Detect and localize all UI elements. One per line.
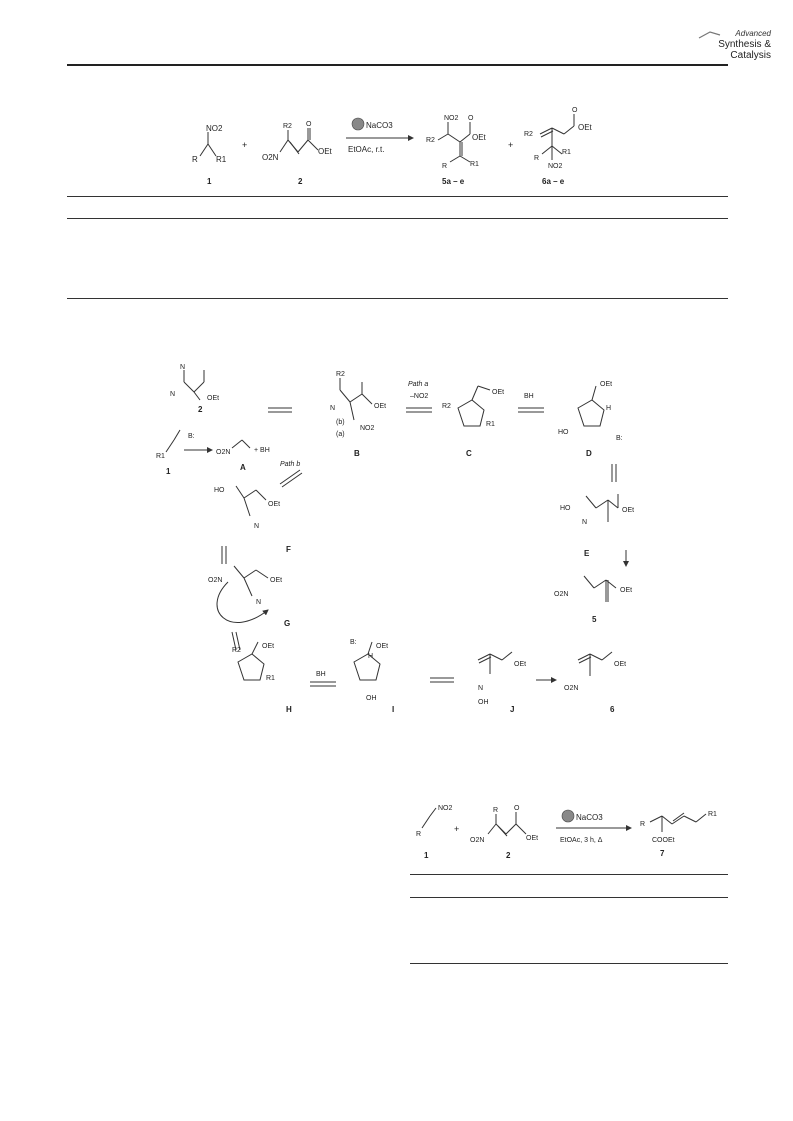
mech-compound-1-A: [156, 430, 270, 476]
mech-compound-C: [442, 386, 504, 458]
s2-plus: +: [454, 824, 460, 834]
reagent-1: NaCO3: [366, 121, 393, 130]
mech-compound-2: [170, 364, 219, 414]
s2-reagent: NaCO3: [576, 813, 603, 822]
c1-r: R: [192, 155, 198, 164]
c5-r1: R1: [470, 161, 479, 168]
mJ-oet: OEt: [514, 661, 527, 668]
mech-compound-J: [478, 652, 526, 714]
mJ-oh: OH: [478, 699, 489, 706]
c5-label: 5a – e: [442, 177, 465, 186]
m5-o2n: O2N: [554, 591, 569, 598]
scheme-2-reaction: [410, 798, 730, 868]
bh-label-2: BH: [316, 671, 326, 678]
mB-label: B: [354, 449, 360, 458]
c2-o2n: O2N: [262, 153, 279, 162]
mC-label: C: [466, 449, 472, 458]
c6-r: R: [534, 155, 540, 162]
c5-no2: NO2: [444, 115, 459, 122]
m1-r1: R1: [156, 453, 165, 460]
equilibrium-F-G: [222, 546, 226, 564]
m2-n: N: [170, 391, 176, 398]
c1-no2: NO2: [206, 124, 223, 133]
mH-r1: R1: [266, 675, 275, 682]
mE-n: N: [582, 519, 588, 526]
mech-compound-G: [208, 566, 290, 628]
s2-c1-no2: NO2: [438, 805, 453, 812]
mech-compound-6: [564, 652, 626, 714]
mB-a: (a): [336, 431, 345, 438]
mech-compound-D: [558, 381, 623, 458]
m1-b: B:: [188, 433, 195, 440]
mD-label: D: [586, 449, 592, 458]
mG-n: N: [256, 599, 262, 606]
mC-oet: OEt: [492, 389, 505, 396]
mH-oet: OEt: [262, 643, 275, 650]
path-b-label: Path b: [280, 461, 301, 468]
m2-r2: N: [180, 364, 186, 371]
mH-r2: R2: [232, 647, 241, 654]
mA-o2n: O2N: [216, 449, 231, 456]
c6-oet: OEt: [578, 123, 592, 132]
c1-r1: R1: [216, 155, 227, 164]
logo-line-synthesis: Synthesis &: [718, 39, 771, 50]
equilibrium-C-D: [518, 393, 544, 412]
c5-o: O: [468, 115, 474, 122]
logo-swoosh-icon: [698, 30, 722, 40]
m6-label: 6: [610, 705, 615, 714]
c2-r2: R2: [283, 123, 292, 130]
c6-no2: NO2: [548, 163, 563, 170]
table2-header-rule: [410, 897, 728, 898]
mA-plusbh: + BH: [254, 447, 270, 454]
mechanism-scheme: [140, 360, 660, 740]
m2-oet: OEt: [207, 395, 220, 402]
s2-c7-r1: R1: [708, 811, 717, 818]
path-a-arrow: [406, 381, 432, 412]
mD-oet: OEt: [600, 381, 613, 388]
mD-b: B:: [616, 435, 623, 442]
s2-c7-cooet: COOEt: [652, 837, 675, 844]
bh-label-1: BH: [524, 393, 534, 400]
s2-c2-o: O: [514, 805, 520, 812]
s2-c2-r: R: [493, 807, 499, 814]
c6-label: 6a – e: [542, 177, 565, 186]
table1-bottom-rule: [67, 298, 728, 299]
m6-o2n: O2N: [564, 685, 579, 692]
c5-oet: OEt: [472, 133, 486, 142]
s2-c1-label: 1: [424, 851, 429, 860]
table1-header-rule: [67, 218, 728, 219]
reaction-arrow-1: [346, 118, 414, 154]
mI-b: B:: [350, 639, 357, 646]
c6-r1: R1: [562, 149, 571, 156]
compound-6-structure: [524, 107, 593, 186]
mech-compound-F: [214, 486, 291, 554]
s2-arrow: [556, 810, 632, 844]
mE-oet: OEt: [622, 507, 635, 514]
mD-h: H: [606, 405, 612, 412]
mF-label: F: [286, 545, 291, 554]
mB-n: N: [330, 405, 336, 412]
s2-compound-7: [640, 811, 717, 858]
mC-r2: R2: [442, 403, 451, 410]
header-rule: [67, 64, 728, 66]
c2-o: O: [306, 121, 312, 128]
minus-no2-label: –NO2: [410, 393, 429, 400]
s2-c2-o2n: O2N: [470, 837, 485, 844]
s2-compound-1: [416, 805, 453, 860]
mE-label: E: [584, 549, 590, 558]
logo-line-advanced: Advanced: [735, 29, 771, 38]
mJ-n: N: [478, 685, 484, 692]
mI-h: H: [368, 653, 374, 660]
logo-line-catalysis: Catalysis: [730, 50, 771, 61]
mB-b: (b): [336, 419, 345, 426]
equilibrium-H-I: [310, 671, 336, 686]
condition-1: EtOAc, r.t.: [348, 145, 385, 154]
mH-label: H: [286, 705, 292, 714]
table2-top-rule: [410, 874, 728, 875]
s2-c7-r: R: [640, 821, 646, 828]
m2-label: 2: [198, 405, 203, 414]
path-a-label: Path a: [408, 381, 429, 388]
m5-label: 5: [592, 615, 597, 624]
s2-condition: EtOAc, 3 h, Δ: [560, 837, 603, 844]
mI-label: I: [392, 705, 395, 714]
mJ-label: J: [510, 705, 515, 714]
c1-label: 1: [207, 177, 212, 186]
mF-n: N: [254, 523, 260, 530]
m6-oet: OEt: [614, 661, 627, 668]
mB-no2: NO2: [360, 425, 375, 432]
mI-oh: OH: [366, 695, 377, 702]
mB-oet: OEt: [374, 403, 387, 410]
s2-c2-oet: OEt: [526, 835, 539, 842]
m5-oet: OEt: [620, 587, 633, 594]
plus-1: +: [242, 140, 248, 150]
mech-compound-5: [554, 576, 632, 624]
c2-oet: OEt: [318, 147, 332, 156]
mC-r1: R1: [486, 421, 495, 428]
table1-top-rule: [67, 196, 728, 197]
mB-r2: R2: [336, 371, 345, 378]
m1-label: 1: [166, 467, 171, 476]
table2-bottom-rule: [410, 963, 728, 964]
compound-5-structure: [426, 115, 487, 186]
journal-logo: [718, 28, 771, 61]
equilibrium-I-J: [430, 678, 454, 682]
mI-oet: OEt: [376, 643, 389, 650]
equilibrium-2-B: [268, 408, 292, 412]
mA-label: A: [240, 463, 246, 472]
mF-oet: OEt: [268, 501, 281, 508]
s2-c2-label: 2: [506, 851, 511, 860]
mech-compound-E: [560, 494, 634, 558]
equilibrium-D-E: [612, 464, 616, 482]
s2-c7-label: 7: [660, 849, 665, 858]
mG-oet: OEt: [270, 577, 283, 584]
mech-compound-I: [350, 639, 394, 714]
mF-ho: HO: [214, 487, 225, 494]
mE-ho: HO: [560, 505, 571, 512]
s2-compound-2: [470, 805, 538, 860]
c5-r: R: [442, 163, 448, 170]
mD-ho: HO: [558, 429, 569, 436]
c6-o: O: [572, 107, 578, 114]
plus-2: +: [508, 140, 514, 150]
mG-label: G: [284, 619, 291, 628]
mG-o2n: O2N: [208, 577, 223, 584]
compound-1-structure: [192, 124, 227, 186]
c5-r2: R2: [426, 137, 435, 144]
compound-2-structure: [262, 121, 333, 186]
c2-label: 2: [298, 177, 303, 186]
scheme-1-reaction: [180, 104, 620, 194]
s2-c1-r: R: [416, 831, 422, 838]
path-b-arrow: [280, 461, 302, 487]
c6-r2: R2: [524, 131, 533, 138]
mech-compound-H: [232, 642, 292, 714]
mech-compound-B: [330, 371, 386, 458]
